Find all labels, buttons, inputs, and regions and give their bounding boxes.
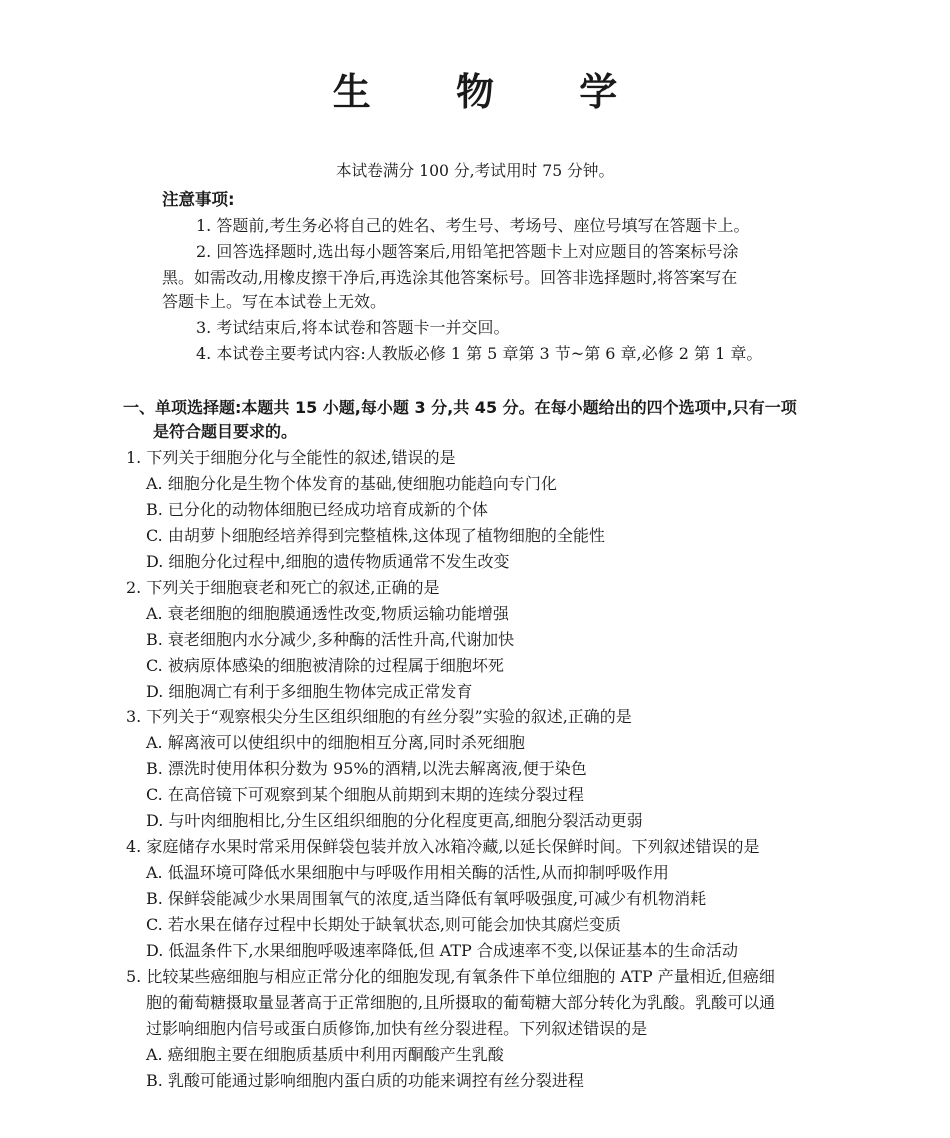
question-5-option-a: A. 癌细胞主要在细胞质基质中利用丙酮酸产生乳酸 <box>146 1045 504 1064</box>
question-5-stem-line-2: 胞的葡萄糖摄取量显著高于正常细胞的,且所摄取的葡萄糖大部分转化为乳酸。乳酸可以通 <box>146 993 776 1012</box>
note-item-2-line-1: 2. 回答选择题时,选出每小题答案后,用铅笔把答题卡上对应题目的答案标号涂 <box>196 242 739 261</box>
note-item-2-line-3: 答题卡上。写在本试卷上无效。 <box>162 292 387 311</box>
question-2-option-a: A. 衰老细胞的细胞膜通透性改变,物质运输功能增强 <box>146 604 509 623</box>
note-item-1: 1. 答题前,考生务必将自己的姓名、考生号、考场号、座位号填写在答题卡上。 <box>196 216 750 235</box>
exam-intro: 本试卷满分 100 分,考试用时 75 分钟。 <box>335 161 615 180</box>
question-4-option-d: D. 低温条件下,水果细胞呼吸速率降低,但 ATP 合成速率不变,以保证基本的生命活动 <box>146 941 738 960</box>
question-3-option-a: A. 解离液可以使组织中的细胞相互分离,同时杀死细胞 <box>146 733 525 752</box>
question-1-option-c: C. 由胡萝卜细胞经培养得到完整植株,这体现了植物细胞的全能性 <box>146 526 605 545</box>
question-3-option-d: D. 与叶肉细胞相比,分生区组织细胞的分化程度更高,细胞分裂活动更弱 <box>146 811 643 830</box>
note-item-2-line-2: 黑。如需改动,用橡皮擦干净后,再选涂其他答案标号。回答非选择题时,将答案写在 <box>162 268 738 287</box>
question-2-option-c: C. 被病原体感染的细胞被清除的过程属于细胞坏死 <box>146 656 504 675</box>
question-5-stem-line-3: 过影响细胞内信号或蛋白质修饰,加快有丝分裂进程。下列叙述错误的是 <box>146 1019 648 1038</box>
question-3-option-b: B. 漂洗时使用体积分数为 95%的酒精,以洗去解离液,便于染色 <box>146 759 587 778</box>
notes-heading: 注意事项: <box>162 190 235 209</box>
question-5-option-b: B. 乳酸可能通过影响细胞内蛋白质的功能来调控有丝分裂进程 <box>146 1071 584 1090</box>
question-4-option-b: B. 保鲜袋能减少水果周围氧气的浓度,适当降低有氧呼吸强度,可减少有机物消耗 <box>146 889 707 908</box>
section-heading-line-1: 一、单项选择题:本题共 15 小题,每小题 3 分,共 45 分。在每小题给出的四个选项中,只有一项 <box>123 398 797 417</box>
question-4-stem: 4. 家庭储存水果时常采用保鲜袋包装并放入冰箱冷藏,以延长保鲜时间。下列叙述错误的是 <box>126 837 760 856</box>
question-3-stem: 3. 下列关于“观察根尖分生区组织细胞的有丝分裂”实验的叙述,正确的是 <box>126 707 632 726</box>
note-item-3: 3. 考试结束后,将本试卷和答题卡一并交回。 <box>196 318 510 337</box>
question-1-option-a: A. 细胞分化是生物个体发育的基础,使细胞功能趋向专门化 <box>146 474 557 493</box>
question-1-option-d: D. 细胞分化过程中,细胞的遗传物质通常不发生改变 <box>146 552 510 571</box>
question-4-option-c: C. 若水果在储存过程中长期处于缺氧状态,则可能会加快其腐烂变质 <box>146 915 621 934</box>
question-4-option-a: A. 低温环境可降低水果细胞中与呼吸作用相关酶的活性,从而抑制呼吸作用 <box>146 863 669 882</box>
page-title: 生 物 学 <box>332 70 654 114</box>
section-heading-line-2: 是符合题目要求的。 <box>153 422 298 441</box>
question-1-option-b: B. 已分化的动物体细胞已经成功培育成新的个体 <box>146 500 488 519</box>
question-2-option-b: B. 衰老细胞内水分减少,多种酶的活性升高,代谢加快 <box>146 630 515 649</box>
question-3-option-c: C. 在高倍镜下可观察到某个细胞从前期到末期的连续分裂过程 <box>146 785 584 804</box>
question-2-stem: 2. 下列关于细胞衰老和死亡的叙述,正确的是 <box>126 578 440 597</box>
note-item-4: 4. 本试卷主要考试内容:人教版必修 1 第 5 章第 3 节~第 6 章,必修 2 第 1 章。 <box>196 344 763 363</box>
question-2-option-d: D. 细胞凋亡有利于多细胞生物体完成正常发育 <box>146 682 473 701</box>
question-5-stem-line-1: 5. 比较某些癌细胞与相应正常分化的细胞发现,有氧条件下单位细胞的 ATP 产量相近,但癌细 <box>126 967 775 986</box>
question-1-stem: 1. 下列关于细胞分化与全能性的叙述,错误的是 <box>126 448 456 467</box>
